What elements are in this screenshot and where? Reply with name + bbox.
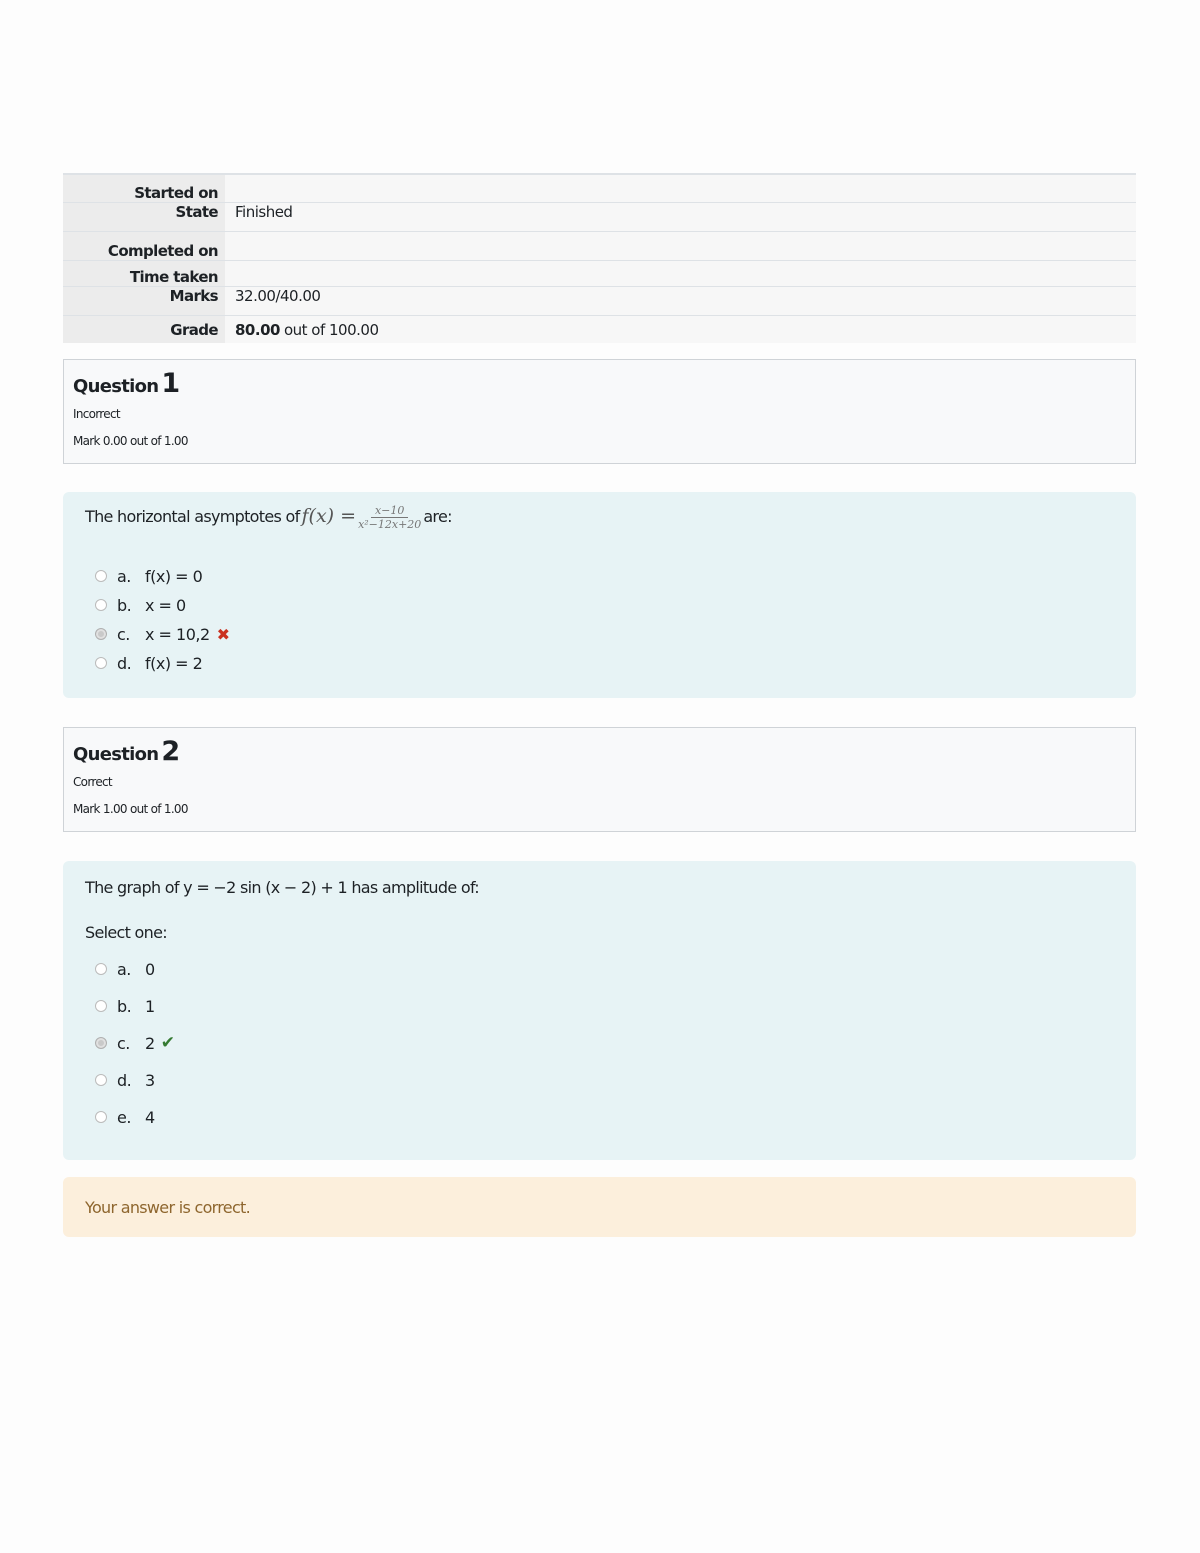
question-label: Question — [73, 376, 159, 397]
outcome-text: Your answer is correct. — [85, 1197, 250, 1217]
summary-label: Started on — [63, 175, 225, 202]
option-text: 3 — [145, 1070, 155, 1090]
summary-row-grade — [63, 316, 1136, 343]
question-text-after: are: — [423, 507, 452, 526]
radio-button-selected[interactable] — [95, 1037, 107, 1049]
radio-button[interactable] — [95, 1111, 107, 1123]
radio-button[interactable] — [95, 599, 107, 611]
math-fraction — [358, 504, 421, 531]
option-letter: d. — [117, 653, 132, 673]
option-text: 2 — [145, 1033, 155, 1053]
option-text: x = 10,2 — [145, 624, 210, 644]
option-text: 4 — [145, 1107, 155, 1127]
answer-option-c[interactable] — [95, 624, 230, 644]
answer-option-e[interactable] — [95, 1107, 155, 1127]
question-grade: Mark 1.00 out of 1.00 — [73, 802, 188, 816]
summary-value — [225, 316, 1136, 343]
correct-check-icon: ✔ — [160, 1033, 175, 1053]
question-text — [85, 504, 452, 531]
answer-option-a[interactable] — [95, 566, 202, 586]
option-letter: a. — [117, 959, 131, 979]
question-2-info — [63, 727, 1136, 832]
attempt-summary-table — [63, 173, 1136, 343]
answer-option-d[interactable] — [95, 653, 202, 673]
option-letter: b. — [117, 996, 132, 1016]
summary-value: 32.00/40.00 — [225, 287, 1136, 315]
grade-value: 80.00 — [235, 320, 280, 339]
math-denominator: x²−12x+20 — [358, 518, 422, 531]
radio-button[interactable] — [95, 963, 107, 975]
option-letter: c. — [117, 624, 130, 644]
question-number-value: 1 — [161, 368, 180, 399]
math-numerator: x−10 — [371, 504, 408, 518]
answer-option-a[interactable] — [95, 959, 155, 979]
select-one-prompt: Select one: — [85, 923, 167, 942]
option-text: 0 — [145, 959, 155, 979]
option-letter: d. — [117, 1070, 132, 1090]
question-text-before: The horizontal asymptotes of — [85, 507, 300, 526]
grade-out-of: out of 100.00 — [283, 320, 379, 339]
option-letter: e. — [117, 1107, 131, 1127]
radio-button[interactable] — [95, 570, 107, 582]
option-text: f(x) = 0 — [145, 566, 203, 586]
incorrect-icon: ✖ — [216, 624, 230, 644]
question-state: Correct — [73, 775, 112, 789]
summary-row-completed — [63, 232, 1136, 261]
question-number-value: 2 — [161, 736, 180, 767]
question-1-formulation — [63, 492, 1136, 698]
summary-row-time — [63, 261, 1136, 287]
summary-row-marks — [63, 287, 1136, 316]
summary-label: Grade — [63, 316, 225, 343]
answer-option-d[interactable] — [95, 1070, 155, 1090]
question-grade: Mark 0.00 out of 1.00 — [73, 434, 188, 448]
question-number — [73, 736, 1126, 770]
summary-label: Marks — [63, 287, 225, 315]
radio-button[interactable] — [95, 657, 107, 669]
question-number — [73, 368, 1126, 402]
summary-label: Completed on — [63, 232, 225, 260]
option-text: f(x) = 2 — [145, 653, 203, 673]
option-letter: c. — [117, 1033, 130, 1053]
summary-value: Finished — [225, 203, 1136, 231]
radio-button[interactable] — [95, 1000, 107, 1012]
summary-value — [225, 232, 1136, 260]
question-text: The graph of y = −2 sin (x − 2) + 1 has amplitude of: — [85, 878, 480, 897]
radio-button[interactable] — [95, 1074, 107, 1086]
answer-option-b[interactable] — [95, 996, 155, 1016]
math-lhs: f(x) = — [301, 505, 357, 527]
answer-option-b[interactable] — [95, 595, 186, 615]
option-letter: b. — [117, 595, 132, 615]
summary-value — [225, 175, 1136, 202]
question-2-formulation — [63, 861, 1136, 1160]
question-label: Question — [73, 744, 159, 765]
radio-button-selected[interactable] — [95, 628, 107, 640]
summary-label: State — [63, 203, 225, 231]
question-1-info — [63, 359, 1136, 464]
answer-option-c[interactable] — [95, 1033, 174, 1053]
summary-value — [225, 261, 1136, 286]
question-state: Incorrect — [73, 407, 120, 421]
summary-row-started — [63, 175, 1136, 203]
option-text: 1 — [145, 996, 155, 1016]
option-text: x = 0 — [145, 595, 186, 615]
outcome-feedback — [63, 1177, 1136, 1237]
option-letter: a. — [117, 566, 131, 586]
summary-label: Time taken — [63, 261, 225, 286]
summary-row-state — [63, 203, 1136, 232]
